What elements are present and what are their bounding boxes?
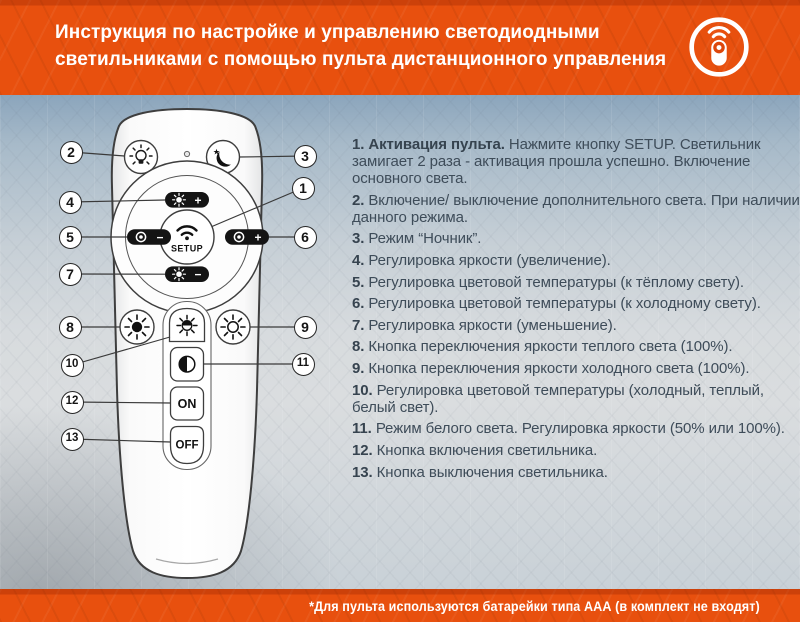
callout-12: 12 bbox=[61, 391, 84, 414]
footer-note-bar bbox=[0, 589, 800, 622]
callout-3: 3 bbox=[294, 145, 317, 168]
led-indicator bbox=[184, 151, 189, 156]
footer-note: *Для пульта используются батарейки типа ААА (в комплект не входят) bbox=[309, 597, 760, 614]
callout-8: 8 bbox=[59, 316, 82, 339]
instruction-item-12: 12. Кнопка включения светильника. bbox=[352, 441, 598, 459]
header-banner bbox=[0, 0, 800, 95]
instructions-list bbox=[352, 136, 800, 485]
sun-icon bbox=[173, 268, 186, 281]
callout-7: 7 bbox=[59, 263, 82, 286]
instruction-item-11: 11. Режим белого света. Регулировка яркости (50% или 100%). bbox=[352, 420, 785, 438]
brightness-up-button bbox=[165, 192, 209, 208]
instruction-item-9: 9. Кнопка переключения яркости холодного света (100%). bbox=[352, 360, 750, 378]
sun-half-icon bbox=[177, 316, 197, 336]
instruction-item-8: 8. Кнопка переключения яркости теплого света (100%). bbox=[352, 338, 733, 356]
instruction-item-1: 1. Активация пульта. Нажмите кнопку SETUP. Светильник замигает 2 раза - активация прошла успешно. Включение основного света. bbox=[352, 136, 761, 188]
callout-6: 6 bbox=[294, 226, 317, 249]
callout-13: 13 bbox=[61, 428, 84, 451]
instruction-item-3: 3. Режим “Ночник”. bbox=[352, 230, 482, 248]
instruction-item-10: 10. Регулировка цветовой температуры (холодный, теплый, белый свет). bbox=[352, 381, 764, 416]
instruction-item-6: 6. Регулировка цветовой температуры (к холодному свету). bbox=[352, 295, 761, 313]
title-line-1: Инструкция по настройке и управлению светодиодными bbox=[55, 22, 600, 43]
cool-100-button bbox=[216, 310, 250, 344]
on-label: ON bbox=[177, 397, 197, 411]
title-line-2: светильниками с помощью пульта дистанционного управления bbox=[55, 49, 667, 70]
brightness-down-button bbox=[165, 266, 209, 282]
page-title bbox=[55, 19, 666, 73]
svg-text:−: − bbox=[194, 267, 202, 282]
warm-100-button bbox=[120, 310, 154, 344]
instruction-item-13: 13. Кнопка выключения светильника. bbox=[352, 463, 608, 481]
setup-label: SETUP bbox=[170, 243, 204, 254]
cct-cool-button bbox=[225, 229, 269, 245]
white-mode-button bbox=[171, 348, 204, 382]
instruction-item-2: 2. Включение/ выключение дополнительного света. При наличии данного режима. bbox=[352, 191, 800, 226]
svg-text:+: + bbox=[254, 230, 262, 245]
remote-control-icon bbox=[686, 13, 752, 79]
sun-icon bbox=[173, 193, 186, 206]
callout-5: 5 bbox=[59, 226, 82, 249]
off-label: OFF bbox=[175, 439, 199, 452]
callout-11: 11 bbox=[292, 353, 315, 376]
instruction-item-5: 5. Регулировка цветовой температуры (к тёплому свету). bbox=[352, 273, 744, 291]
svg-text:★: ★ bbox=[212, 147, 221, 157]
cct-cycle-button bbox=[170, 309, 205, 342]
on-button bbox=[171, 387, 204, 420]
callout-10: 10 bbox=[61, 354, 84, 377]
off-button bbox=[171, 427, 204, 464]
cct-warm-button bbox=[127, 229, 171, 245]
svg-text:+: + bbox=[194, 193, 202, 208]
contrast-icon bbox=[179, 356, 195, 372]
main-area bbox=[0, 95, 800, 589]
remote-illustration bbox=[30, 95, 320, 589]
callout-2: 2 bbox=[60, 141, 83, 164]
instruction-item-7: 7. Регулировка яркости (уменьшение). bbox=[352, 316, 617, 334]
svg-text:−: − bbox=[156, 230, 164, 245]
callout-1: 1 bbox=[292, 177, 315, 200]
instruction-item-4: 4. Регулировка яркости (увеличение). bbox=[352, 252, 611, 270]
callout-9: 9 bbox=[294, 316, 317, 339]
callout-4: 4 bbox=[59, 191, 82, 214]
